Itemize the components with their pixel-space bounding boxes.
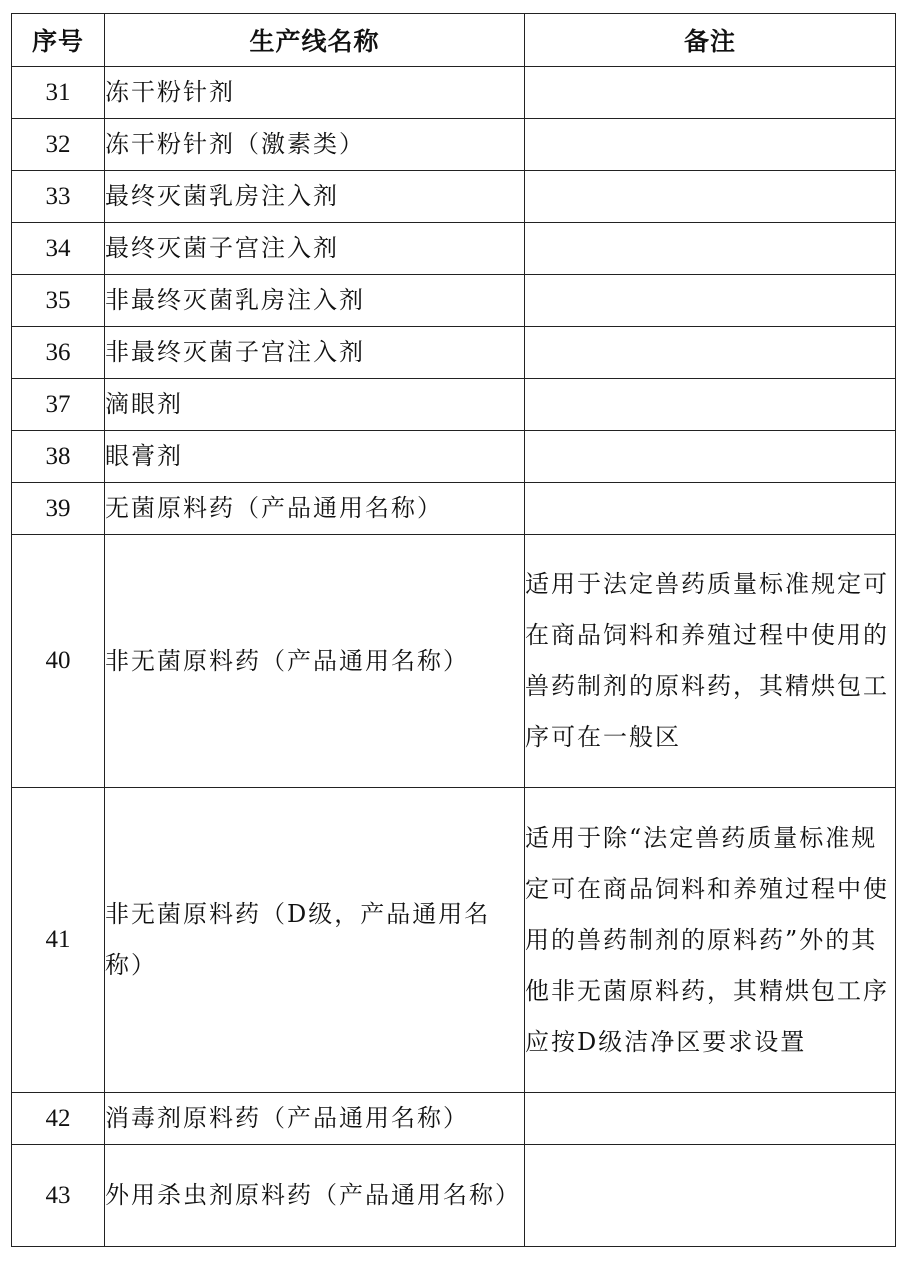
row-line-name: 非无菌原料药（产品通用名称） [105, 535, 525, 788]
row-line-name: 非无菌原料药（D级，产品通用名称） [105, 788, 525, 1093]
row-note [525, 223, 896, 275]
row-line-name: 无菌原料药（产品通用名称） [105, 483, 525, 535]
row-line-name: 非最终灭菌子宫注入剂 [105, 327, 525, 379]
row-note [525, 379, 896, 431]
table-row [12, 483, 896, 535]
row-line-name: 冻干粉针剂 [105, 67, 525, 119]
row-number: 35 [12, 275, 105, 327]
row-line-name: 滴眼剂 [105, 379, 525, 431]
row-note [525, 119, 896, 171]
row-note [525, 1093, 896, 1145]
table-row [12, 171, 896, 223]
row-number: 36 [12, 327, 105, 379]
row-line-name: 外用杀虫剂原料药（产品通用名称） [105, 1145, 525, 1247]
table-row [12, 275, 896, 327]
header-note: 备注 [525, 14, 896, 67]
row-note [525, 327, 896, 379]
row-number: 39 [12, 483, 105, 535]
header-line-name: 生产线名称 [105, 14, 525, 67]
row-number: 40 [12, 535, 105, 788]
table-row [12, 379, 896, 431]
table-row [12, 223, 896, 275]
table-row [12, 119, 896, 171]
row-number: 34 [12, 223, 105, 275]
table-row [12, 788, 896, 1093]
production-line-table [11, 13, 896, 1247]
row-note [525, 275, 896, 327]
table-row [12, 1093, 896, 1145]
header-number: 序号 [12, 14, 105, 67]
table-row [12, 67, 896, 119]
row-number: 33 [12, 171, 105, 223]
row-line-name: 最终灭菌子宫注入剂 [105, 223, 525, 275]
row-line-name: 眼膏剂 [105, 431, 525, 483]
row-line-name: 最终灭菌乳房注入剂 [105, 171, 525, 223]
row-line-name: 非最终灭菌乳房注入剂 [105, 275, 525, 327]
table-row [12, 327, 896, 379]
row-number: 42 [12, 1093, 105, 1145]
table-header-row [12, 14, 896, 67]
row-number: 43 [12, 1145, 105, 1247]
table-row [12, 431, 896, 483]
row-number: 38 [12, 431, 105, 483]
row-note [525, 67, 896, 119]
table-row [12, 535, 896, 788]
row-line-name: 冻干粉针剂（激素类） [105, 119, 525, 171]
row-note: 适用于除“法定兽药质量标准规定可在商品饲料和养殖过程中使用的兽药制剂的原料药”外的其他非无菌原料药，其精烘包工序应按D级洁净区要求设置 [525, 788, 896, 1093]
row-note: 适用于法定兽药质量标准规定可在商品饲料和养殖过程中使用的兽药制剂的原料药，其精烘包工序可在一般区 [525, 535, 896, 788]
row-number: 37 [12, 379, 105, 431]
row-note [525, 431, 896, 483]
row-number: 31 [12, 67, 105, 119]
row-number: 32 [12, 119, 105, 171]
row-note [525, 1145, 896, 1247]
table-row [12, 1145, 896, 1247]
row-note [525, 171, 896, 223]
row-number: 41 [12, 788, 105, 1093]
row-note [525, 483, 896, 535]
row-line-name: 消毒剂原料药（产品通用名称） [105, 1093, 525, 1145]
